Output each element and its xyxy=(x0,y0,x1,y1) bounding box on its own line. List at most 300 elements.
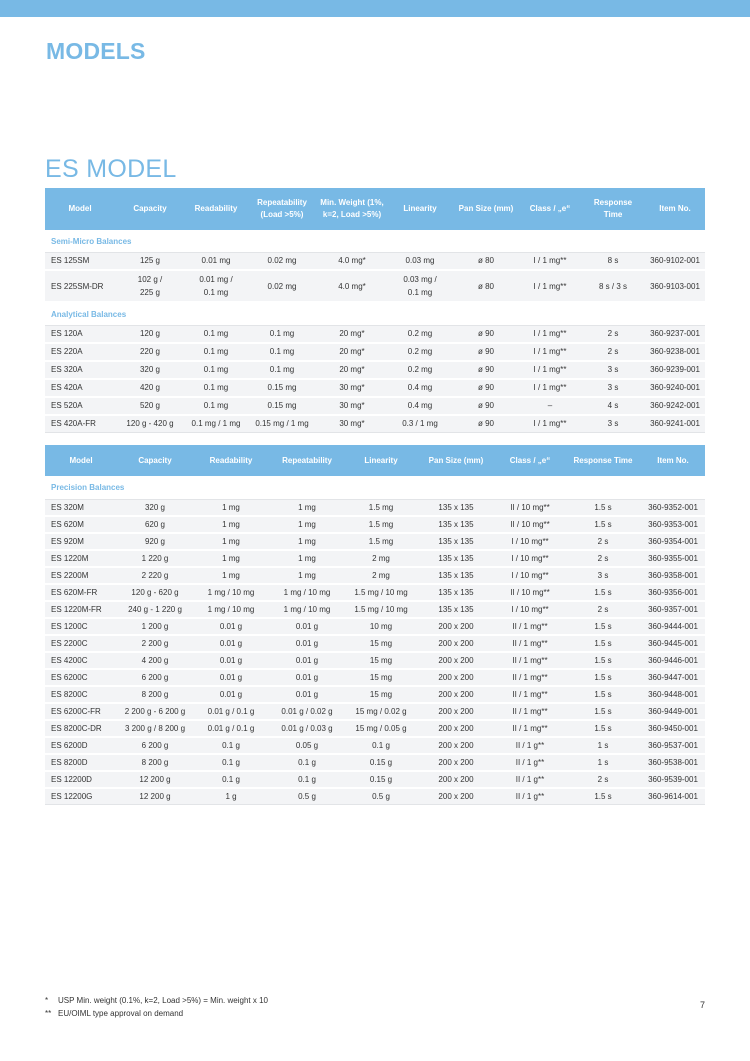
cell-readability: 0.1 mg xyxy=(185,326,247,344)
cell-linearity: 15 mg / 0.02 g xyxy=(345,704,417,721)
table-row xyxy=(45,500,705,517)
table-row xyxy=(45,619,705,636)
cell-pan-size: 200 x 200 xyxy=(417,704,495,721)
cell-class: II / 1 mg** xyxy=(495,636,565,653)
cell-model: ES 620M-FR xyxy=(45,585,117,602)
cell-capacity: 8 200 g xyxy=(117,687,193,704)
cell-repeatability: 0.01 g / 0.03 g xyxy=(269,721,345,738)
column-header: Repeatability (Load >5%) xyxy=(247,188,317,230)
cell-item-no: 360-9448-001 xyxy=(641,687,705,704)
cell-linearity: 2 mg xyxy=(345,568,417,585)
cell-class: II / 1 mg** xyxy=(495,704,565,721)
column-header: Response Time xyxy=(581,188,645,230)
cell-capacity: 420 g xyxy=(115,380,185,398)
cell-response-time: 3 s xyxy=(581,362,645,380)
cell-linearity: 15 mg xyxy=(345,670,417,687)
cell-readability: 1 mg / 10 mg xyxy=(193,602,269,619)
cell-response-time: 2 s xyxy=(581,326,645,344)
table-row xyxy=(45,271,705,303)
table-row xyxy=(45,380,705,398)
cell-linearity: 10 mg xyxy=(345,619,417,636)
cell-pan-size: ø 90 xyxy=(453,416,519,433)
cell-repeatability: 1 mg / 10 mg xyxy=(269,602,345,619)
cell-response-time: 2 s xyxy=(565,551,641,568)
cell-repeatability: 0.01 g xyxy=(269,653,345,670)
cell-repeatability: 0.1 mg xyxy=(247,326,317,344)
cell-class: I / 10 mg** xyxy=(495,568,565,585)
cell-capacity: 1 220 g xyxy=(117,551,193,568)
cell-class: I / 1 mg** xyxy=(519,271,581,303)
cell-item-no: 360-9102-001 xyxy=(645,253,705,271)
cell-item-no: 360-9356-001 xyxy=(641,585,705,602)
cell-pan-size: 135 x 135 xyxy=(417,568,495,585)
cell-response-time: 1.5 s xyxy=(565,517,641,534)
cell-repeatability: 0.01 g xyxy=(269,619,345,636)
cell-min-weight: 30 mg* xyxy=(317,380,387,398)
table-row xyxy=(45,551,705,568)
table-row xyxy=(45,772,705,789)
cell-model: ES 12200D xyxy=(45,772,117,789)
table-header xyxy=(45,445,705,476)
cell-capacity: 120 g - 620 g xyxy=(117,585,193,602)
table-row xyxy=(45,534,705,551)
cell-response-time: 1.5 s xyxy=(565,636,641,653)
cell-linearity: 0.5 g xyxy=(345,789,417,805)
table-row xyxy=(45,585,705,602)
table-row xyxy=(45,253,705,271)
cell-linearity: 1.5 mg xyxy=(345,517,417,534)
cell-repeatability: 0.01 g xyxy=(269,687,345,704)
table-row xyxy=(45,789,705,805)
cell-item-no: 360-9242-001 xyxy=(645,398,705,416)
table-row xyxy=(45,416,705,433)
group-label: Precision Balances xyxy=(45,476,705,500)
cell-model: ES 1220M xyxy=(45,551,117,568)
cell-repeatability: 1 mg xyxy=(269,517,345,534)
cell-response-time: 1 s xyxy=(565,738,641,755)
cell-min-weight: 20 mg* xyxy=(317,362,387,380)
group-header-row xyxy=(45,230,705,253)
cell-model: ES 420A xyxy=(45,380,115,398)
cell-repeatability: 0.01 g xyxy=(269,636,345,653)
cell-response-time: 2 s xyxy=(565,772,641,789)
group-label: Analytical Balances xyxy=(45,303,705,326)
cell-class: I / 1 mg** xyxy=(519,380,581,398)
cell-item-no: 360-9614-001 xyxy=(641,789,705,805)
cell-capacity: 1 200 g xyxy=(117,619,193,636)
table-row xyxy=(45,721,705,738)
cell-linearity: 0.4 mg xyxy=(387,380,453,398)
table-row xyxy=(45,636,705,653)
cell-model: ES 320A xyxy=(45,362,115,380)
cell-model: ES 8200D xyxy=(45,755,117,772)
cell-readability: 1 mg xyxy=(193,568,269,585)
cell-capacity: 620 g xyxy=(117,517,193,534)
cell-capacity: 920 g xyxy=(117,534,193,551)
cell-pan-size: 135 x 135 xyxy=(417,551,495,568)
cell-repeatability: 0.05 g xyxy=(269,738,345,755)
cell-capacity: 240 g - 1 220 g xyxy=(117,602,193,619)
table-row xyxy=(45,517,705,534)
cell-repeatability: 1 mg xyxy=(269,551,345,568)
cell-linearity: 1.5 mg / 10 mg xyxy=(345,602,417,619)
cell-readability: 0.01 g xyxy=(193,653,269,670)
cell-item-no: 360-9354-001 xyxy=(641,534,705,551)
cell-class: II / 1 mg** xyxy=(495,670,565,687)
column-header: Model xyxy=(45,445,117,476)
cell-pan-size: 135 x 135 xyxy=(417,534,495,551)
cell-class: I / 10 mg** xyxy=(495,534,565,551)
cell-response-time: 2 s xyxy=(565,534,641,551)
cell-readability: 0.1 mg / 1 mg xyxy=(185,416,247,433)
cell-pan-size: 200 x 200 xyxy=(417,789,495,805)
cell-model: ES 12200G xyxy=(45,789,117,805)
cell-pan-size: ø 90 xyxy=(453,380,519,398)
cell-readability: 0.01 g xyxy=(193,619,269,636)
footnote-mark: * xyxy=(45,996,49,1005)
cell-min-weight: 4.0 mg* xyxy=(317,271,387,303)
cell-pan-size: 200 x 200 xyxy=(417,738,495,755)
cell-capacity: 320 g xyxy=(117,500,193,517)
cell-readability: 1 mg / 10 mg xyxy=(193,585,269,602)
table-header xyxy=(45,188,705,230)
cell-model: ES 8200C xyxy=(45,687,117,704)
column-header: Readability xyxy=(193,445,269,476)
cell-pan-size: ø 90 xyxy=(453,398,519,416)
cell-model: ES 6200C-FR xyxy=(45,704,117,721)
table-row xyxy=(45,704,705,721)
column-header: Class / „e“ xyxy=(495,445,565,476)
cell-item-no: 360-9352-001 xyxy=(641,500,705,517)
cell-repeatability: 0.15 mg xyxy=(247,380,317,398)
cell-item-no: 360-9445-001 xyxy=(641,636,705,653)
cell-pan-size: ø 80 xyxy=(453,271,519,303)
column-header: Item No. xyxy=(645,188,705,230)
cell-response-time: 3 s xyxy=(581,380,645,398)
cell-item-no: 360-9103-001 xyxy=(645,271,705,303)
cell-class: I / 1 mg** xyxy=(519,416,581,433)
cell-linearity: 15 mg xyxy=(345,687,417,704)
group-label: Semi-Micro Balances xyxy=(45,230,705,253)
cell-response-time: 1.5 s xyxy=(565,619,641,636)
cell-repeatability: 1 mg / 10 mg xyxy=(269,585,345,602)
cell-item-no: 360-9447-001 xyxy=(641,670,705,687)
cell-model: ES 120A xyxy=(45,326,115,344)
table-row xyxy=(45,602,705,619)
cell-model: ES 8200C-DR xyxy=(45,721,117,738)
cell-response-time: 2 s xyxy=(581,344,645,362)
cell-model: ES 620M xyxy=(45,517,117,534)
table-row xyxy=(45,738,705,755)
column-header: Min. Weight (1%, k=2, Load >5%) xyxy=(317,188,387,230)
cell-linearity: 0.2 mg xyxy=(387,344,453,362)
cell-pan-size: 200 x 200 xyxy=(417,636,495,653)
cell-model: ES 1200C xyxy=(45,619,117,636)
cell-readability: 0.1 g xyxy=(193,738,269,755)
column-header: Model xyxy=(45,188,115,230)
cell-readability: 0.01 g / 0.1 g xyxy=(193,704,269,721)
cell-model: ES 4200C xyxy=(45,653,117,670)
cell-model: ES 6200D xyxy=(45,738,117,755)
cell-min-weight: 30 mg* xyxy=(317,416,387,433)
cell-capacity: 3 200 g / 8 200 g xyxy=(117,721,193,738)
cell-pan-size: 200 x 200 xyxy=(417,772,495,789)
cell-response-time: 1.5 s xyxy=(565,585,641,602)
cell-item-no: 360-9240-001 xyxy=(645,380,705,398)
cell-response-time: 1.5 s xyxy=(565,704,641,721)
cell-readability: 1 mg xyxy=(193,517,269,534)
cell-readability: 0.01 g xyxy=(193,670,269,687)
footnote-text: USP Min. weight (0.1%, k=2, Load >5%) = Min. weight x 10 xyxy=(58,996,268,1005)
cell-capacity: 520 g xyxy=(115,398,185,416)
cell-model: ES 520A xyxy=(45,398,115,416)
column-header: Linearity xyxy=(387,188,453,230)
cell-class: I / 1 mg** xyxy=(519,253,581,271)
cell-capacity: 102 g / 225 g xyxy=(115,271,185,303)
cell-repeatability: 0.1 mg xyxy=(247,362,317,380)
cell-linearity: 0.3 / 1 mg xyxy=(387,416,453,433)
cell-capacity: 6 200 g xyxy=(117,670,193,687)
table-row xyxy=(45,362,705,380)
cell-capacity: 4 200 g xyxy=(117,653,193,670)
cell-pan-size: 200 x 200 xyxy=(417,721,495,738)
cell-response-time: 1.5 s xyxy=(565,721,641,738)
cell-min-weight: 20 mg* xyxy=(317,344,387,362)
cell-item-no: 360-9450-001 xyxy=(641,721,705,738)
cell-readability: 0.1 mg xyxy=(185,362,247,380)
cell-capacity: 220 g xyxy=(115,344,185,362)
cell-capacity: 2 200 g xyxy=(117,636,193,653)
cell-readability: 0.1 g xyxy=(193,755,269,772)
cell-response-time: 3 s xyxy=(581,416,645,433)
cell-response-time: 2 s xyxy=(565,602,641,619)
cell-readability: 0.1 g xyxy=(193,772,269,789)
cell-capacity: 2 220 g xyxy=(117,568,193,585)
cell-model: ES 2200C xyxy=(45,636,117,653)
cell-linearity: 15 mg xyxy=(345,653,417,670)
cell-class: I / 10 mg** xyxy=(495,551,565,568)
cell-class: II / 1 g** xyxy=(495,789,565,805)
cell-class: II / 1 mg** xyxy=(495,619,565,636)
cell-repeatability: 0.15 mg / 1 mg xyxy=(247,416,317,433)
cell-readability: 1 mg xyxy=(193,500,269,517)
cell-readability: 0.01 mg / 0.1 mg xyxy=(185,271,247,303)
column-header: Capacity xyxy=(115,188,185,230)
table-row xyxy=(45,568,705,585)
spec-table-semi-micro-analytical xyxy=(45,188,705,433)
cell-model: ES 225SM-DR xyxy=(45,271,115,303)
cell-class: I / 1 mg** xyxy=(519,344,581,362)
cell-readability: 0.1 mg xyxy=(185,344,247,362)
cell-item-no: 360-9539-001 xyxy=(641,772,705,789)
cell-pan-size: 135 x 135 xyxy=(417,602,495,619)
cell-capacity: 8 200 g xyxy=(117,755,193,772)
cell-linearity: 0.4 mg xyxy=(387,398,453,416)
cell-class: II / 1 g** xyxy=(495,772,565,789)
cell-model: ES 920M xyxy=(45,534,117,551)
cell-min-weight: 4.0 mg* xyxy=(317,253,387,271)
footnote-text: EU/OIML type approval on demand xyxy=(58,1009,184,1018)
column-header: Pan Size (mm) xyxy=(453,188,519,230)
cell-class: II / 1 mg** xyxy=(495,687,565,704)
cell-repeatability: 0.01 g xyxy=(269,670,345,687)
cell-linearity: 0.15 g xyxy=(345,755,417,772)
cell-linearity: 0.03 mg / 0.1 mg xyxy=(387,271,453,303)
section-title: ES MODEL xyxy=(45,155,177,183)
cell-repeatability: 1 mg xyxy=(269,534,345,551)
cell-class: II / 10 mg** xyxy=(495,500,565,517)
cell-capacity: 12 200 g xyxy=(117,789,193,805)
cell-repeatability: 0.1 g xyxy=(269,755,345,772)
cell-model: ES 320M xyxy=(45,500,117,517)
cell-min-weight: 30 mg* xyxy=(317,398,387,416)
cell-pan-size: 135 x 135 xyxy=(417,585,495,602)
cell-repeatability: 1 mg xyxy=(269,568,345,585)
cell-capacity: 125 g xyxy=(115,253,185,271)
column-header: Pan Size (mm) xyxy=(417,445,495,476)
cell-pan-size: ø 90 xyxy=(453,362,519,380)
cell-pan-size: 135 x 135 xyxy=(417,517,495,534)
cell-item-no: 360-9237-001 xyxy=(645,326,705,344)
cell-min-weight: 20 mg* xyxy=(317,326,387,344)
cell-linearity: 15 mg / 0.05 g xyxy=(345,721,417,738)
cell-linearity: 2 mg xyxy=(345,551,417,568)
cell-response-time: 4 s xyxy=(581,398,645,416)
cell-readability: 0.01 g xyxy=(193,687,269,704)
cell-class: I / 10 mg** xyxy=(495,602,565,619)
cell-linearity: 0.15 g xyxy=(345,772,417,789)
cell-repeatability: 0.01 g / 0.02 g xyxy=(269,704,345,721)
cell-response-time: 8 s xyxy=(581,253,645,271)
cell-capacity: 120 g xyxy=(115,326,185,344)
cell-class: II / 1 mg** xyxy=(495,653,565,670)
cell-repeatability: 0.1 mg xyxy=(247,344,317,362)
cell-readability: 1 mg xyxy=(193,534,269,551)
footnote xyxy=(45,1007,268,1020)
cell-readability: 0.01 g / 0.1 g xyxy=(193,721,269,738)
cell-item-no: 360-9446-001 xyxy=(641,653,705,670)
cell-item-no: 360-9239-001 xyxy=(645,362,705,380)
group-header-row xyxy=(45,476,705,500)
cell-class: II / 1 g** xyxy=(495,738,565,755)
cell-repeatability: 0.02 mg xyxy=(247,271,317,303)
spec-table-precision xyxy=(45,445,705,805)
table-row xyxy=(45,755,705,772)
cell-item-no: 360-9538-001 xyxy=(641,755,705,772)
cell-capacity: 320 g xyxy=(115,362,185,380)
footnote xyxy=(45,994,268,1007)
cell-readability: 0.1 mg xyxy=(185,398,247,416)
footnote-mark: ** xyxy=(45,1009,52,1018)
cell-class: II / 10 mg** xyxy=(495,517,565,534)
column-header: Readability xyxy=(185,188,247,230)
cell-capacity: 6 200 g xyxy=(117,738,193,755)
cell-model: ES 420A-FR xyxy=(45,416,115,433)
cell-item-no: 360-9241-001 xyxy=(645,416,705,433)
column-header: Capacity xyxy=(117,445,193,476)
cell-pan-size: 200 x 200 xyxy=(417,653,495,670)
cell-response-time: 1.5 s xyxy=(565,789,641,805)
cell-item-no: 360-9449-001 xyxy=(641,704,705,721)
cell-repeatability: 0.02 mg xyxy=(247,253,317,271)
cell-linearity: 1.5 mg xyxy=(345,534,417,551)
cell-repeatability: 0.15 mg xyxy=(247,398,317,416)
cell-readability: 0.01 g xyxy=(193,636,269,653)
table-row xyxy=(45,344,705,362)
cell-linearity: 0.2 mg xyxy=(387,326,453,344)
table-row xyxy=(45,398,705,416)
cell-pan-size: 135 x 135 xyxy=(417,500,495,517)
cell-item-no: 360-9537-001 xyxy=(641,738,705,755)
cell-class: II / 1 mg** xyxy=(495,721,565,738)
column-header: Class / „e“ xyxy=(519,188,581,230)
cell-item-no: 360-9358-001 xyxy=(641,568,705,585)
page-title: MODELS xyxy=(46,38,146,64)
cell-response-time: 1.5 s xyxy=(565,687,641,704)
cell-linearity: 0.1 g xyxy=(345,738,417,755)
cell-response-time: 8 s / 3 s xyxy=(581,271,645,303)
cell-response-time: 1.5 s xyxy=(565,670,641,687)
table-row xyxy=(45,653,705,670)
cell-capacity: 12 200 g xyxy=(117,772,193,789)
cell-repeatability: 0.1 g xyxy=(269,772,345,789)
cell-item-no: 360-9353-001 xyxy=(641,517,705,534)
cell-item-no: 360-9357-001 xyxy=(641,602,705,619)
cell-pan-size: 200 x 200 xyxy=(417,687,495,704)
cell-repeatability: 1 mg xyxy=(269,500,345,517)
table-row xyxy=(45,670,705,687)
cell-model: ES 220A xyxy=(45,344,115,362)
cell-capacity: 120 g - 420 g xyxy=(115,416,185,433)
cell-model: ES 1220M-FR xyxy=(45,602,117,619)
cell-class: – xyxy=(519,398,581,416)
cell-class: II / 10 mg** xyxy=(495,585,565,602)
cell-capacity: 2 200 g - 6 200 g xyxy=(117,704,193,721)
cell-pan-size: ø 90 xyxy=(453,326,519,344)
cell-model: ES 125SM xyxy=(45,253,115,271)
cell-model: ES 6200C xyxy=(45,670,117,687)
cell-pan-size: 200 x 200 xyxy=(417,619,495,636)
cell-readability: 0.1 mg xyxy=(185,380,247,398)
cell-model: ES 2200M xyxy=(45,568,117,585)
cell-linearity: 0.03 mg xyxy=(387,253,453,271)
cell-item-no: 360-9444-001 xyxy=(641,619,705,636)
column-header: Response Time xyxy=(565,445,641,476)
page-number: 7 xyxy=(700,1000,706,1010)
cell-item-no: 360-9238-001 xyxy=(645,344,705,362)
group-header-row xyxy=(45,303,705,326)
cell-readability: 1 g xyxy=(193,789,269,805)
cell-response-time: 1 s xyxy=(565,755,641,772)
cell-linearity: 1.5 mg / 10 mg xyxy=(345,585,417,602)
cell-pan-size: 200 x 200 xyxy=(417,755,495,772)
column-header: Linearity xyxy=(345,445,417,476)
cell-class: II / 1 g** xyxy=(495,755,565,772)
cell-repeatability: 0.5 g xyxy=(269,789,345,805)
footnotes xyxy=(45,994,268,1020)
cell-item-no: 360-9355-001 xyxy=(641,551,705,568)
cell-linearity: 0.2 mg xyxy=(387,362,453,380)
cell-class: I / 1 mg** xyxy=(519,326,581,344)
cell-pan-size: ø 90 xyxy=(453,344,519,362)
cell-response-time: 1.5 s xyxy=(565,500,641,517)
cell-linearity: 1.5 mg xyxy=(345,500,417,517)
table-row xyxy=(45,326,705,344)
top-color-bar xyxy=(0,0,750,17)
cell-response-time: 1.5 s xyxy=(565,653,641,670)
cell-pan-size: 200 x 200 xyxy=(417,670,495,687)
cell-pan-size: ø 80 xyxy=(453,253,519,271)
